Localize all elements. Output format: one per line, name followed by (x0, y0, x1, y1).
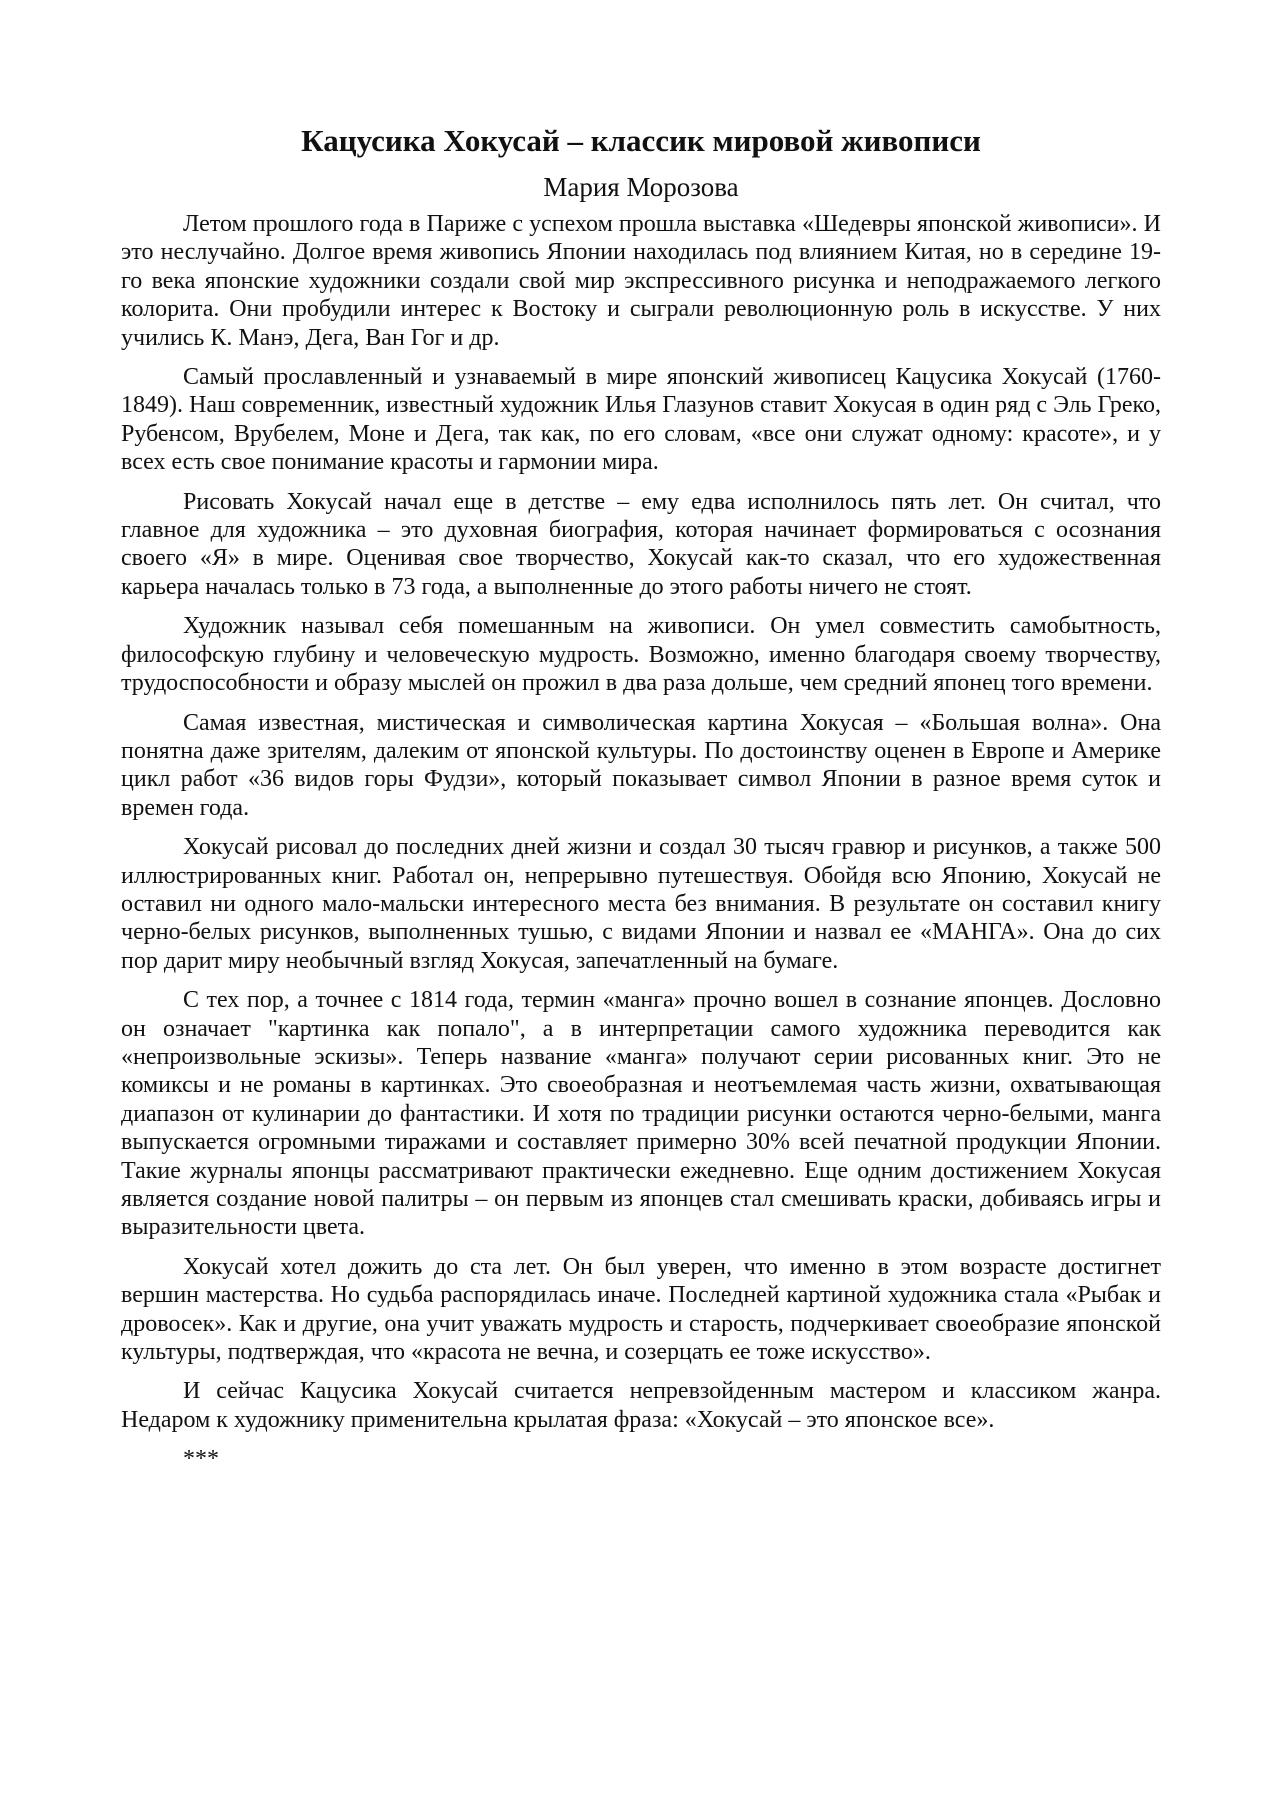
document-author: Мария Морозова (543, 172, 739, 202)
paragraph-3: Рисовать Хокусай начал еще в детстве – ему едва исполнилось пять лет. Он считал, что главное для художника – это духовная биография, которая начинает формироваться с осознания своего «Я» в мире. Оценивая свое творчество, Хокусай как-то сказал, что его художественная карьера началась только в 73 года, а выполненные до этого работы ничего не стоят. (121, 488, 1161, 600)
document-title: Кацусика Хокусай – классик мировой живописи (301, 123, 981, 158)
paragraph-8: Хокусай хотел дожить до ста лет. Он был уверен, что именно в этом возрасте достигнет вершин мастерства. Но судьба распорядилась иначе. Последней картиной художника стала «Рыбак и дровосек». Как и другие, она учит уважать мудрость и старость, подчеркивает своеобразие японской культуры, подтверждая, что «красота не вечна, и созерцать ее тоже искусство». (121, 1253, 1161, 1366)
paragraph-5: Самая известная, мистическая и символическая картина Хокусая – «Большая волна». Она понятна даже зрителям, далеким от японской культуры. По достоинству оценен в Европе и Америке цикл работ «36 видов горы Фудзи», который показывает символ Японии в разное время суток и времен года. (121, 709, 1161, 821)
paragraph-7: С тех пор, а точнее с 1814 года, термин «манга» прочно вошел в сознание японцев. Дословно он означает "картинка как попало", а в интерпретации самого художника переводится как «непроизвольные эскизы». Теперь название «манга» получают серии рисованных книг. Это не комиксы и не романы в картинках. Это своеобразная и неотъемлемая часть жизни, охватывающая диапазон от кулинарии до фантастики. И хотя по традиции рисунки остаются черно-белыми, манга выпускается огромными тиражами и составляет примерно 30% всей печатной продукции Японии. Такие журналы японцы рассматривают практически ежедневно. Еще одним достижением Хокусая является создание новой палитры – он первым из японцев стал смешивать краски, добиваясь игры и выразительности цвета. (121, 987, 1161, 1241)
paragraph-4: Художник называл себя помешанным на живописи. Он умел совместить самобытность, философскую глубину и человеческую мудрость. Возможно, именно благодаря своему творчеству, трудоспособности и образу мыслей он прожил в два раза дольше, чем средний японец того времени. (121, 613, 1161, 697)
paragraph-9: И сейчас Кацусика Хокусай считается непревзойденным мастером и классиком жанра. Недаром к художнику применительна крылатая фраза: «Хокусай – это японское все». (121, 1378, 1161, 1433)
paragraph-1: Летом прошлого года в Париже с успехом прошла выставка «Шедевры японской живописи». И это неслучайно. Долгое время живопись Японии находилась под влиянием Китая, но в середине 19-го века японские художники создали свой мир экспрессивного рисунка и неподражаемого легкого колорита. Они пробудили интерес к Востоку и сыграли революционную роль в искусстве. У них учились К. Манэ, Дега, Ван Гог и др. (121, 211, 1161, 351)
paragraph-2: Самый прославленный и узнаваемый в мире японский живописец Кацусика Хокусай (1760-1849). Наш современник, известный художник Илья Глазунов ставит Хокусая в один ряд с Эль Греко, Рубенсом, Врубелем, Моне и Дега, так как, по его словам, «все они служат одному: красоте», и у всех есть свое понимание красоты и гармонии мира. (121, 364, 1161, 476)
section-separator: *** (183, 1446, 219, 1473)
paragraph-6: Хокусай рисовал до последних дней жизни и создал 30 тысяч гравюр и рисунков, а также 500 иллюстрированных книг. Работал он, непрерывно путешествуя. Обойдя всю Японию, Хокусай не оставил ни одного мало-мальски интересного места без внимания. В результате он составил книгу черно-белых рисунков, выполненных тушью, с видами Японии и назвал ее «МАНГА». Она до сих пор дарит миру необычный взгляд Хокусая, запечатленный на бумаге. (121, 834, 1161, 974)
document-page (121, 118, 1161, 1474)
